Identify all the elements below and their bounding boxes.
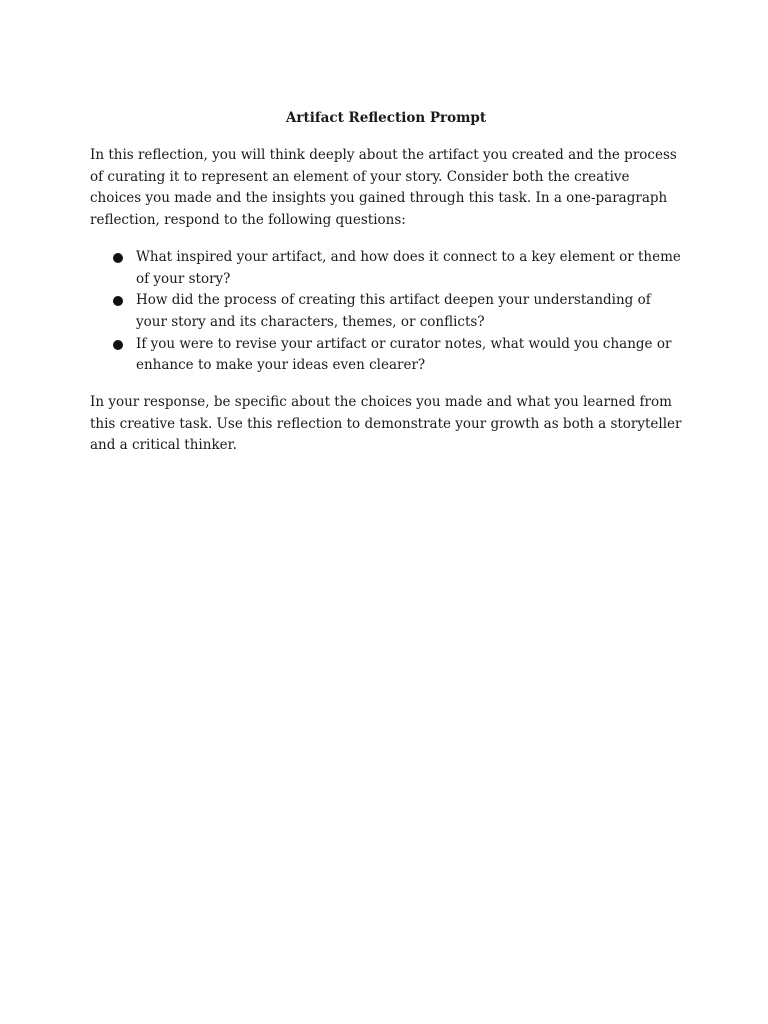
question-text: If you were to revise your artifact or curator notes, what would you change or enhance to make your ideas even clearer?	[136, 335, 672, 374]
bullet-icon	[113, 340, 123, 350]
bullet-icon	[113, 253, 123, 263]
question-list	[90, 247, 682, 377]
document-title: Artifact Reflection Prompt	[285, 110, 487, 126]
list-item	[110, 290, 682, 333]
document-page	[90, 108, 682, 457]
list-item	[110, 334, 682, 377]
question-text: What inspired your artifact, and how does it connect to a key element or theme of your story?	[136, 248, 681, 287]
bullet-icon	[113, 296, 123, 306]
intro-paragraph: In this reflection, you will think deeply about the artifact you created and the process of curating it to represent an element of your story. Consider both the creative choices you made and the insights you gained through this task. In a one-paragraph reflection, respond to the following questions:	[90, 147, 677, 229]
question-text: How did the process of creating this artifact deepen your understanding of your story and its characters, themes, or conflicts?	[136, 292, 651, 330]
closing-paragraph: In your response, be specific about the choices you made and what you learned from this creative task. Use this reflection to demonstrate your growth as both a storyteller and a critical thinker.	[90, 394, 682, 454]
list-item	[110, 247, 682, 290]
